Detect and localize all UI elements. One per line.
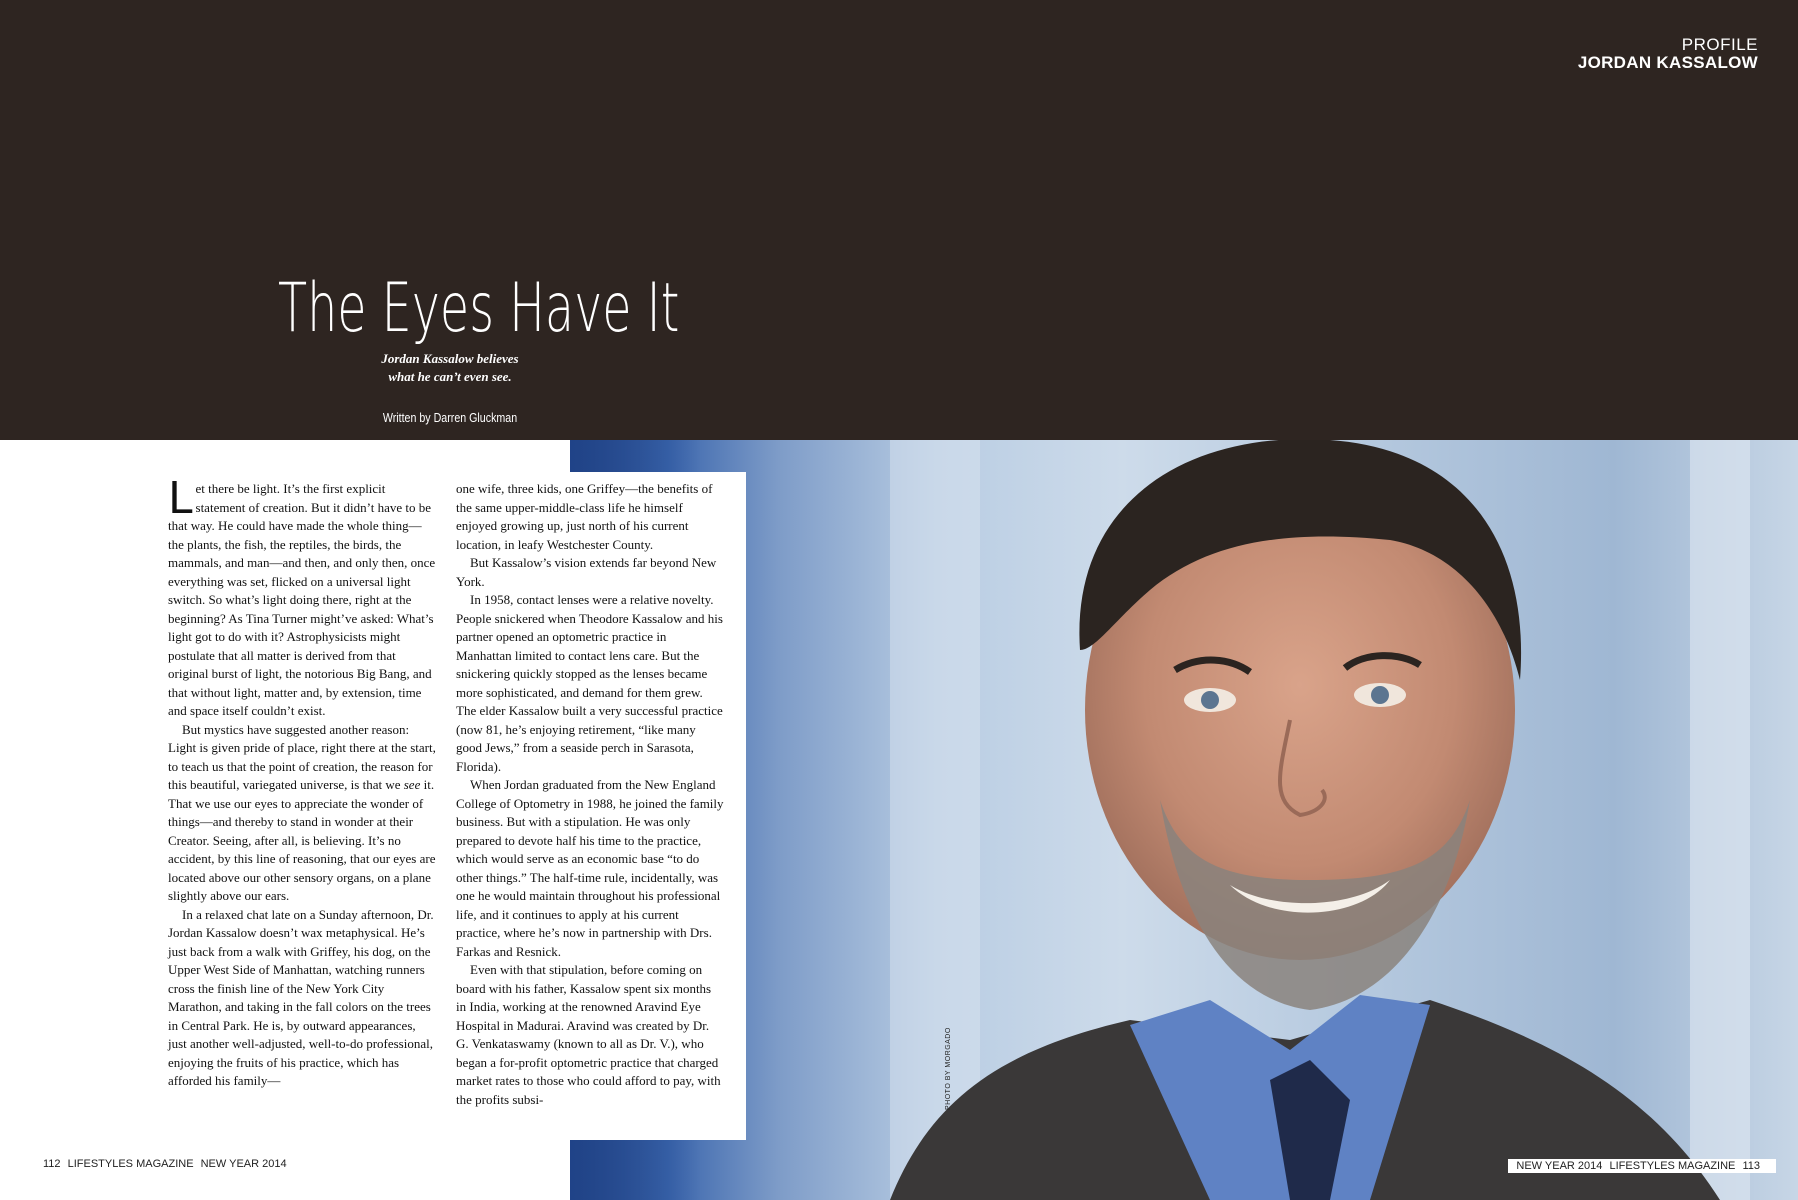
section-name: JORDAN KASSALOW xyxy=(1577,53,1758,72)
portrait-photo xyxy=(570,440,1798,1200)
page-number: 112 xyxy=(43,1158,61,1170)
paragraph: In a relaxed chat late on a Sunday afternoon, Dr. Jordan Kassalow doesn’t wax metaphysical. He’s just back from a walk with Griffey, his dog, on the Upper West Side of Manhattan, watching runners cross the finish line of the New York City Marathon, and taking in the fall colors on the trees in Central Park. He is, by outward appearances, just another well-adjusted, well-to-do professional, enjoying the fruits of his practice, which has afforded his family— xyxy=(168,906,434,1088)
paragraph-text: it. That we use our eyes to appreciate the wonder of things—and thereby to stand in wonder at their Creator. Seeing, after all, is believing. It’s no accident, by this line of reasoning, that our eyes are located above our other sensory organs, on a plane slightly above our ears. xyxy=(168,777,436,903)
article-title: The Eyes Have It xyxy=(278,269,680,348)
right-iris xyxy=(1371,686,1389,704)
folio-left xyxy=(43,1158,291,1170)
paragraph-text: et there be light. It’s the first explicit statement of creation. But it didn’t have to be that way. He could have made the whole thing—the plants, the fish, the reptiles, the birds, the mammals, and man—and then, and only then, once everything was set, flicked on a universal light switch. So what’s light doing there, right at the beginning? As Tina Turner might’ve asked: What’s light got to do with it? Astrophysicists might postulate that all matter is derived from that original burst of light, the notorious Big Bang, and that without light, matter and, by extension, time and space itself couldn’t exist. xyxy=(168,481,436,718)
paragraph: one wife, three kids, one Griffey—the benefits of the same upper-middle-class life he himself enjoyed growing up, just north of his current location, in leafy Westchester County. xyxy=(456,481,713,552)
paragraph xyxy=(168,721,436,906)
body-column-2 xyxy=(456,480,724,1109)
paragraph: Even with that stipulation, before coming on board with his father, Kassalow spent six months in India, working at the renowned Aravind Eye Hospital in Madurai. Aravind was created by Dr. G. Venkataswamy (known to all as Dr. V.), who began a for-profit optometric practice that charged market rates to those who could afford to pay, with the profits subsi- xyxy=(456,962,721,1107)
article-deck xyxy=(300,350,600,386)
left-iris xyxy=(1201,691,1219,709)
emphasis-text: see xyxy=(403,777,421,792)
magazine-name: LIFESTYLES MAGAZINE xyxy=(1609,1160,1736,1172)
byline: Written by Darren Gluckman xyxy=(382,410,518,425)
drop-cap: L xyxy=(168,473,193,524)
window-panel xyxy=(890,440,980,1200)
paragraph xyxy=(168,473,436,721)
portrait-illustration xyxy=(570,440,1798,1200)
paragraph: When Jordan graduated from the New England College of Optometry in 1988, he joined the family business. But with a stipulation. He was only prepared to devote half his time to the practice, which would serve as an economic base “to do other things.” The half-time rule, incidentally, was one he would maintain throughout his professional life, and it continues to apply at his current practice, where he’s now in partnership with Drs. Farkas and Resnick. xyxy=(456,777,724,959)
paragraph: In 1958, contact lenses were a relative novelty. People snickered when Theodore Kassalow and his partner opened an optometric practice in Manhattan limited to contact lens care. But the snickering quickly stopped as the lenses became more sophisticated, and demand for them grew. The elder Kassalow built a very successful practice (now 81, he’s enjoying retirement, “like many good Jews,” from a seaside perch in Sarasota, Florida). xyxy=(456,592,723,774)
window-panel xyxy=(1690,440,1750,1200)
section-kicker: PROFILE xyxy=(1681,35,1758,54)
paragraph: But Kassalow’s vision extends far beyond New York. xyxy=(456,555,717,589)
deck-line-1: Jordan Kassalow believes xyxy=(381,351,519,366)
magazine-name: LIFESTYLES MAGAZINE xyxy=(67,1158,194,1170)
issue-name: NEW YEAR 2014 xyxy=(1516,1160,1603,1172)
photo-credit: PHOTO BY MORGADO xyxy=(945,1027,952,1110)
body-column-1 xyxy=(168,473,436,1091)
paragraph-text: But mystics have suggested another reason: Light is given pride of place, right there at the start, to teach us that the point of creation, the reason for this beautiful, variegated universe, is that we xyxy=(168,721,436,792)
deck-line-2: what he can’t even see. xyxy=(388,369,512,384)
page-number: 113 xyxy=(1742,1160,1760,1172)
folio-right xyxy=(1508,1159,1776,1173)
section-label xyxy=(1578,36,1758,72)
issue-name: NEW YEAR 2014 xyxy=(200,1158,287,1170)
header-band xyxy=(0,0,1798,440)
